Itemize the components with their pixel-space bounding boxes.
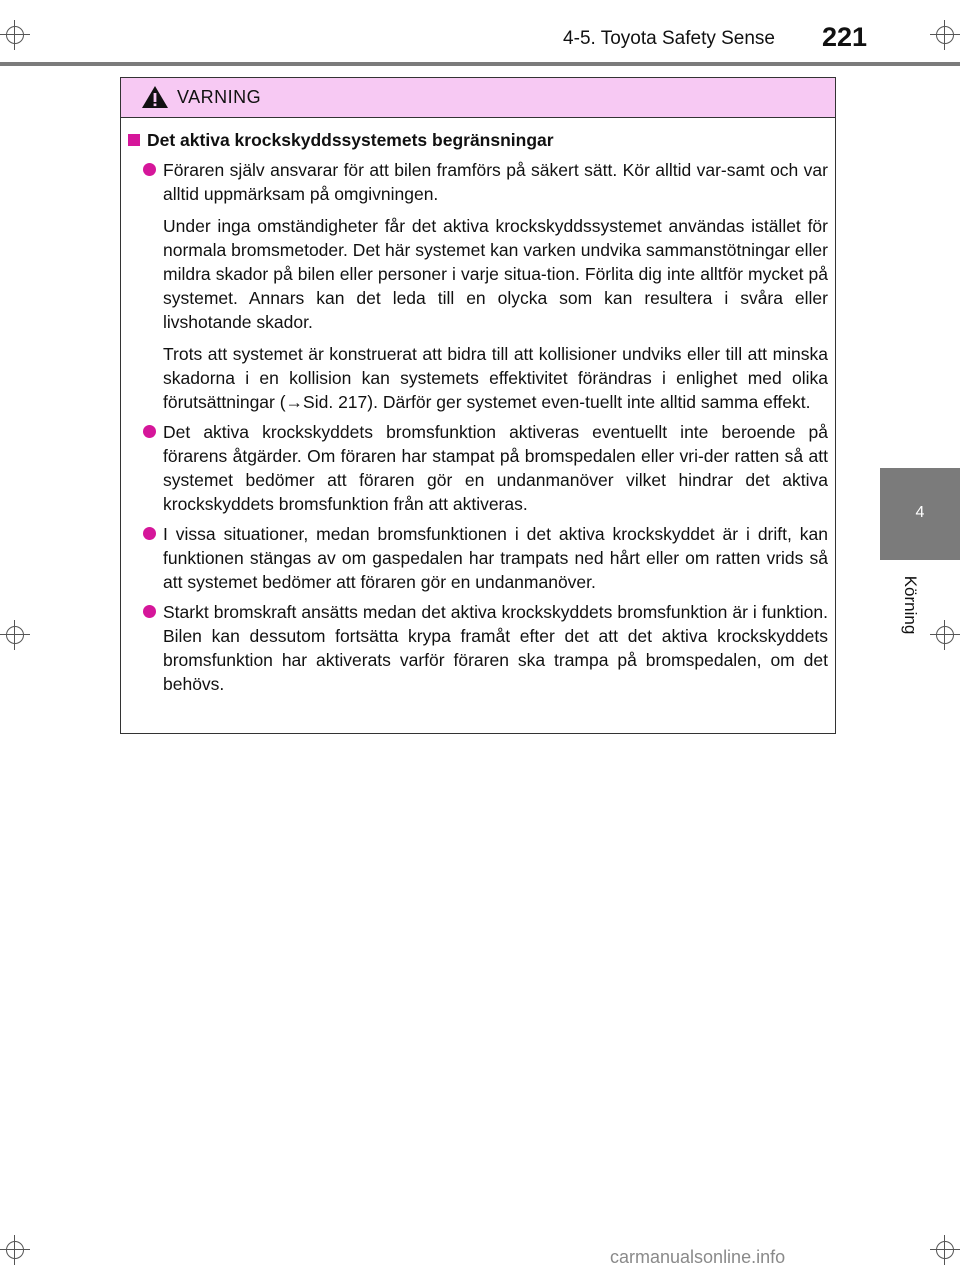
bullet-dot-icon [143,163,156,176]
bullet-item [128,158,828,206]
square-bullet-icon [128,134,140,146]
bullet-dot-icon [143,605,156,618]
bullet-text: Det aktiva krockskyddets bromsfunktion aktiveras eventuellt inte beroende på förarens åtgärder. Om föraren har stampat på bromspedalen eller vri-der ratten så att systemet bedömer att föraren gör en undanmanöver vilket hindrar det aktiva krockskyddets bromsfunktion från att aktiveras. [163,422,828,514]
crop-mark-icon [0,1235,30,1265]
warning-triangle-icon [141,85,169,114]
crop-mark-icon [930,20,960,50]
bullet-text: Starkt bromskraft ansätts medan det aktiva krockskyddets bromsfunktion är i funktion. Bilen kan dessutom fortsätta krypa framåt efter det att det aktiva krockskyddets bromsfunktion har aktiverats varför föraren ska trampa på bromspedalen, om det behövs. [163,602,828,694]
bullet-item [128,522,828,594]
crop-mark-icon [930,620,960,650]
header-rule [0,62,960,66]
paragraph: Trots att systemet är konstruerat att bidra till att kollisioner undviks eller till att minska skadorna i en kollision kan systemets effektivitet förändras i enlighet med olika förutsättningar (→Sid. 217). Därför ger systemet even-tuellt inte alltid samma effekt. [163,344,828,412]
footer-watermark: carmanualsonline.info [610,1247,786,1267]
warning-content [128,128,828,696]
bullet-dot-icon [143,425,156,438]
page-number: 221 [821,22,867,52]
chapter-number: 4 [915,504,925,521]
chapter-label: Körning [901,575,920,635]
bullet-text: Föraren själv ansvarar för att bilen framförs på säkert sätt. Kör alltid var-samt och var alltid uppmärksam på omgivningen. [163,160,828,204]
bullet-dot-icon [143,527,156,540]
chapter-tab [880,468,960,560]
crop-mark-icon [930,1235,960,1265]
paragraph: Under inga omständigheter får det aktiva krockskyddssystemet användas istället för normala bromsmetoder. Det här systemet kan varken undvika sammanstötningar eller mildra skador på bilen eller personer i varje situa-tion. Förlita dig inte alltför mycket på systemet. Annars kan det leda till en olycka som kan resultera i svåra eller livshotande skador. [163,216,828,332]
warning-box [120,77,836,734]
bullet-text: I vissa situationer, medan bromsfunktionen i det aktiva krockskyddet är i drift, kan funktionen stängas av om gaspedalen har trampats ned hårt eller om ratten vrids så att systemet bedömer att föraren gör en undanmanöver. [163,524,828,592]
bullet-item [128,420,828,516]
section-title: 4-5. Toyota Safety Sense [563,28,775,49]
warning-header [121,78,835,118]
warning-title: VARNING [177,87,262,107]
bullet-item [128,600,828,696]
subheading [128,128,828,154]
crop-mark-icon [0,620,30,650]
subheading-text: Det aktiva krockskyddssystemets begränsningar [147,130,554,150]
crop-mark-icon [0,20,30,50]
